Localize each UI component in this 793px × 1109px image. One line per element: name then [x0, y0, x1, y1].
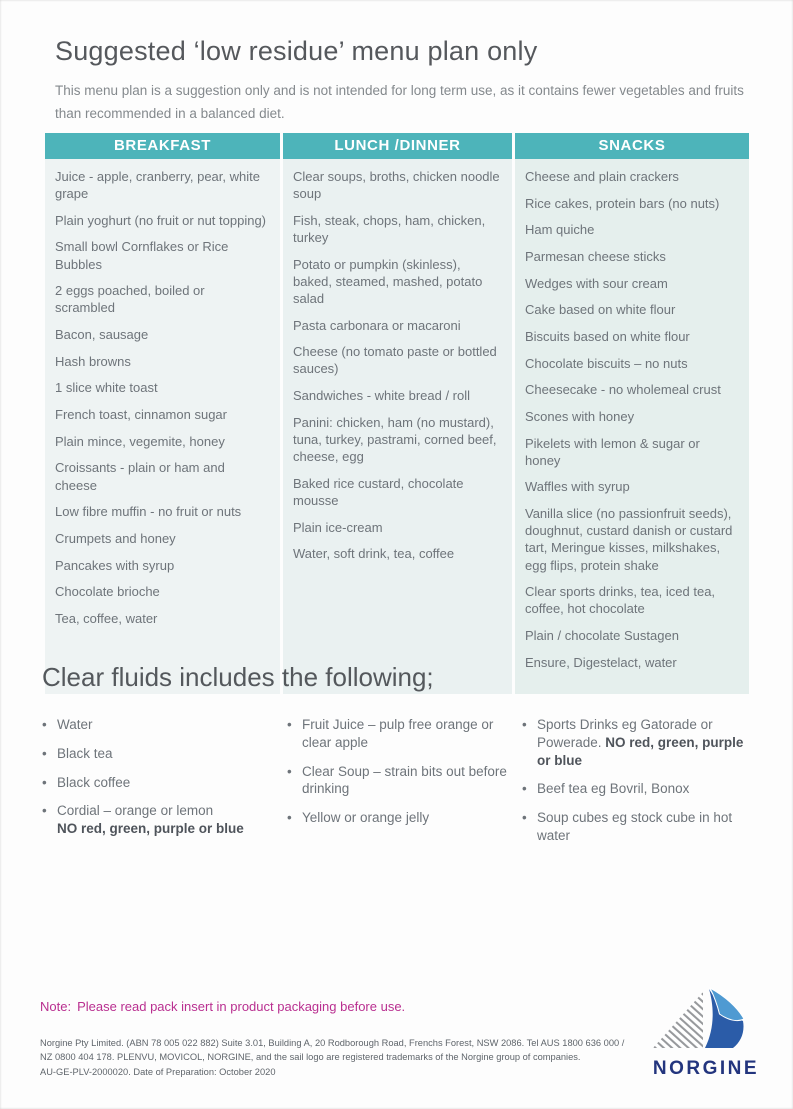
menu-column-lunch-dinner	[283, 133, 512, 694]
bullet-item	[42, 774, 277, 792]
menu-item: Plain yoghurt (no fruit or nut topping)	[55, 212, 267, 228]
menu-item: Clear sports drinks, tea, iced tea, coffee, hot chocolate	[525, 584, 716, 617]
menu-item: Plain / chocolate Sustagen	[525, 627, 679, 643]
bullet-icon: •	[42, 774, 47, 790]
menu-column-breakfast	[45, 133, 280, 694]
bullet-text: Black coffee	[57, 774, 131, 790]
bullet-icon: •	[42, 803, 47, 819]
page-title: Suggested ‘low residue’ menu plan only	[55, 36, 538, 66]
bullet-icon: •	[287, 717, 292, 732]
clear-fluids-column-3	[522, 716, 756, 856]
menu-item: Chocolate brioche	[55, 584, 160, 600]
bullet-icon: •	[42, 745, 47, 761]
menu-item: Clear soups, broths, chicken noodle soup	[292, 169, 500, 202]
menu-item: 1 slice white toast	[55, 380, 158, 396]
menu-item: Potato or pumpkin (skinless), baked, steamed, mashed, potato salad	[292, 256, 483, 306]
bullet-icon: •	[42, 717, 47, 732]
menu-item: Crumpets and honey	[55, 530, 176, 546]
bullet-text: Sports Drinks eg Gatorade or Powerade. NO red, green, purple or blue	[537, 717, 744, 768]
bullet-item	[42, 745, 277, 763]
clear-fluids-heading: Clear fluids includes the following;	[42, 662, 434, 692]
bullet-text: Soup cubes eg stock cube in hot water	[537, 810, 733, 844]
menu-item: Pancakes with syrup	[55, 557, 175, 573]
bullet-item	[42, 802, 277, 838]
lunch-dinner-header: LUNCH /DINNER	[283, 133, 512, 159]
bullet-text: Clear Soup – strain bits out before drinking	[302, 763, 507, 797]
bullet-text: Yellow or orange jelly	[302, 810, 430, 826]
bullet-text: Fruit Juice – pulp free orange or clear apple	[302, 717, 494, 750]
bullet-text: Water	[57, 717, 93, 732]
menu-item: Croissants - plain or ham and cheese	[55, 460, 225, 493]
menu-item: Waffles with syrup	[525, 479, 630, 495]
menu-table	[45, 133, 749, 694]
footer-line-3: AU-GE-PLV-2000020. Date of Preparation: October 2020	[40, 1066, 276, 1077]
menu-item: Cake based on white flour	[525, 302, 676, 318]
menu-item: Fish, steak, chops, ham, chicken, turkey	[292, 212, 486, 245]
menu-item: Tea, coffee, water	[55, 610, 158, 626]
menu-item: Parmesan cheese sticks	[525, 248, 666, 264]
bullet-item	[287, 763, 512, 799]
bullet-item	[287, 809, 512, 827]
hatched-pyramid-shape	[653, 992, 703, 1048]
bullet-item	[522, 716, 756, 769]
menu-item: Bacon, sausage	[55, 327, 149, 343]
bullet-icon: •	[287, 763, 292, 779]
lunch-dinner-item-list	[283, 159, 512, 694]
note-label: Note:	[40, 999, 72, 1014]
bullet-item	[287, 716, 512, 752]
breakfast-item-list	[45, 159, 280, 694]
footer-legal-text	[40, 1036, 640, 1079]
snacks-header: SNACKS	[515, 133, 749, 159]
menu-item: Plain mince, vegemite, honey	[55, 433, 225, 449]
norgine-logo	[645, 986, 767, 1080]
menu-item: Biscuits based on white flour	[525, 328, 690, 344]
note	[40, 999, 405, 1014]
menu-item: Cheese and plain crackers	[525, 169, 679, 184]
menu-column-snacks	[515, 133, 749, 694]
breakfast-header: BREAKFAST	[45, 133, 280, 159]
menu-item: Pikelets with lemon & sugar or honey	[525, 435, 700, 468]
menu-item: Chocolate biscuits – no nuts	[525, 355, 688, 371]
footer-line-2: NZ 0800 404 178. PLENVU, MOVICOL, NORGINE, and the sail logo are registered trademarks of the Norgine group of companies.	[40, 1052, 581, 1063]
menu-item: Hash browns	[55, 353, 131, 369]
menu-item: Water, soft drink, tea, coffee	[292, 546, 455, 562]
menu-item: Cheese (no tomato paste or bottled sauces)	[292, 344, 497, 377]
bullet-item	[522, 780, 756, 798]
footer-line-1: Norgine Pty Limited. (ABN 78 005 022 882) Suite 3.01, Building A, 20 Rodborough Road, Frenchs Forest, NSW 2086. Tel AUS 1800 636 000 /	[40, 1038, 625, 1048]
bullet-text: Beef tea eg Bovril, Bonox	[537, 781, 690, 797]
menu-item: Wedges with sour cream	[525, 275, 668, 291]
menu-item: Rice cakes, protein bars (no nuts)	[525, 195, 720, 211]
menu-item: Plain ice-cream	[292, 519, 383, 535]
bullet-icon: •	[522, 717, 527, 732]
menu-item: Vanilla slice (no passionfruit seeds), doughnut, custard danish or custard tart, Meringue kisses, milkshakes, egg flips, protein shake	[525, 506, 733, 573]
menu-item: Small bowl Cornflakes or Rice Bubbles	[55, 239, 229, 272]
bullet-icon: •	[287, 810, 292, 826]
bullet-icon: •	[522, 810, 527, 826]
clear-fluids-column-2	[287, 716, 512, 856]
bullet-icon: •	[522, 781, 527, 797]
menu-item: Baked rice custard, chocolate mousse	[292, 475, 464, 508]
menu-item: Scones with honey	[525, 408, 635, 424]
menu-item: Pasta carbonara or macaroni	[292, 317, 461, 333]
clear-fluids-columns	[42, 716, 756, 856]
bullet-text: Cordial – orange or lemon NO red, green, purple or blue	[57, 803, 244, 837]
bullet-item	[522, 809, 756, 845]
norgine-logo-text: NORGINE	[652, 1058, 760, 1079]
menu-item: Low fibre muffin - no fruit or nuts	[55, 504, 242, 520]
menu-item: Cheesecake - no wholemeal crust	[525, 382, 721, 398]
bullet-bold-text: NO red, green, purple or blue	[537, 734, 744, 768]
norgine-sail-icon	[651, 986, 761, 1052]
menu-item: Panini: chicken, ham (no mustard), tuna, turkey, pastrami, corned beef, cheese, egg	[292, 414, 497, 465]
note-text: Please read pack insert in product packaging before use.	[77, 999, 406, 1014]
menu-item: Ham quiche	[525, 222, 595, 238]
menu-item: 2 eggs poached, boiled or scrambled	[55, 283, 205, 316]
clear-fluids-column-1	[42, 716, 277, 856]
menu-item: Ensure, Digestelact, water	[525, 654, 677, 670]
bullet-item	[42, 716, 277, 734]
snacks-item-list	[515, 159, 749, 694]
bullet-text: Black tea	[57, 745, 113, 761]
menu-item: Sandwiches - white bread / roll	[292, 388, 471, 404]
menu-item: Juice - apple, cranberry, pear, white grape	[55, 169, 260, 202]
menu-item: French toast, cinnamon sugar	[55, 407, 227, 423]
bullet-bold-text: NO red, green, purple or blue	[57, 821, 244, 837]
page-subtitle: This menu plan is a suggestion only and is not intended for long term use, as it contains fewer vegetables and fruits than recommended in a balanced diet.	[55, 83, 744, 121]
